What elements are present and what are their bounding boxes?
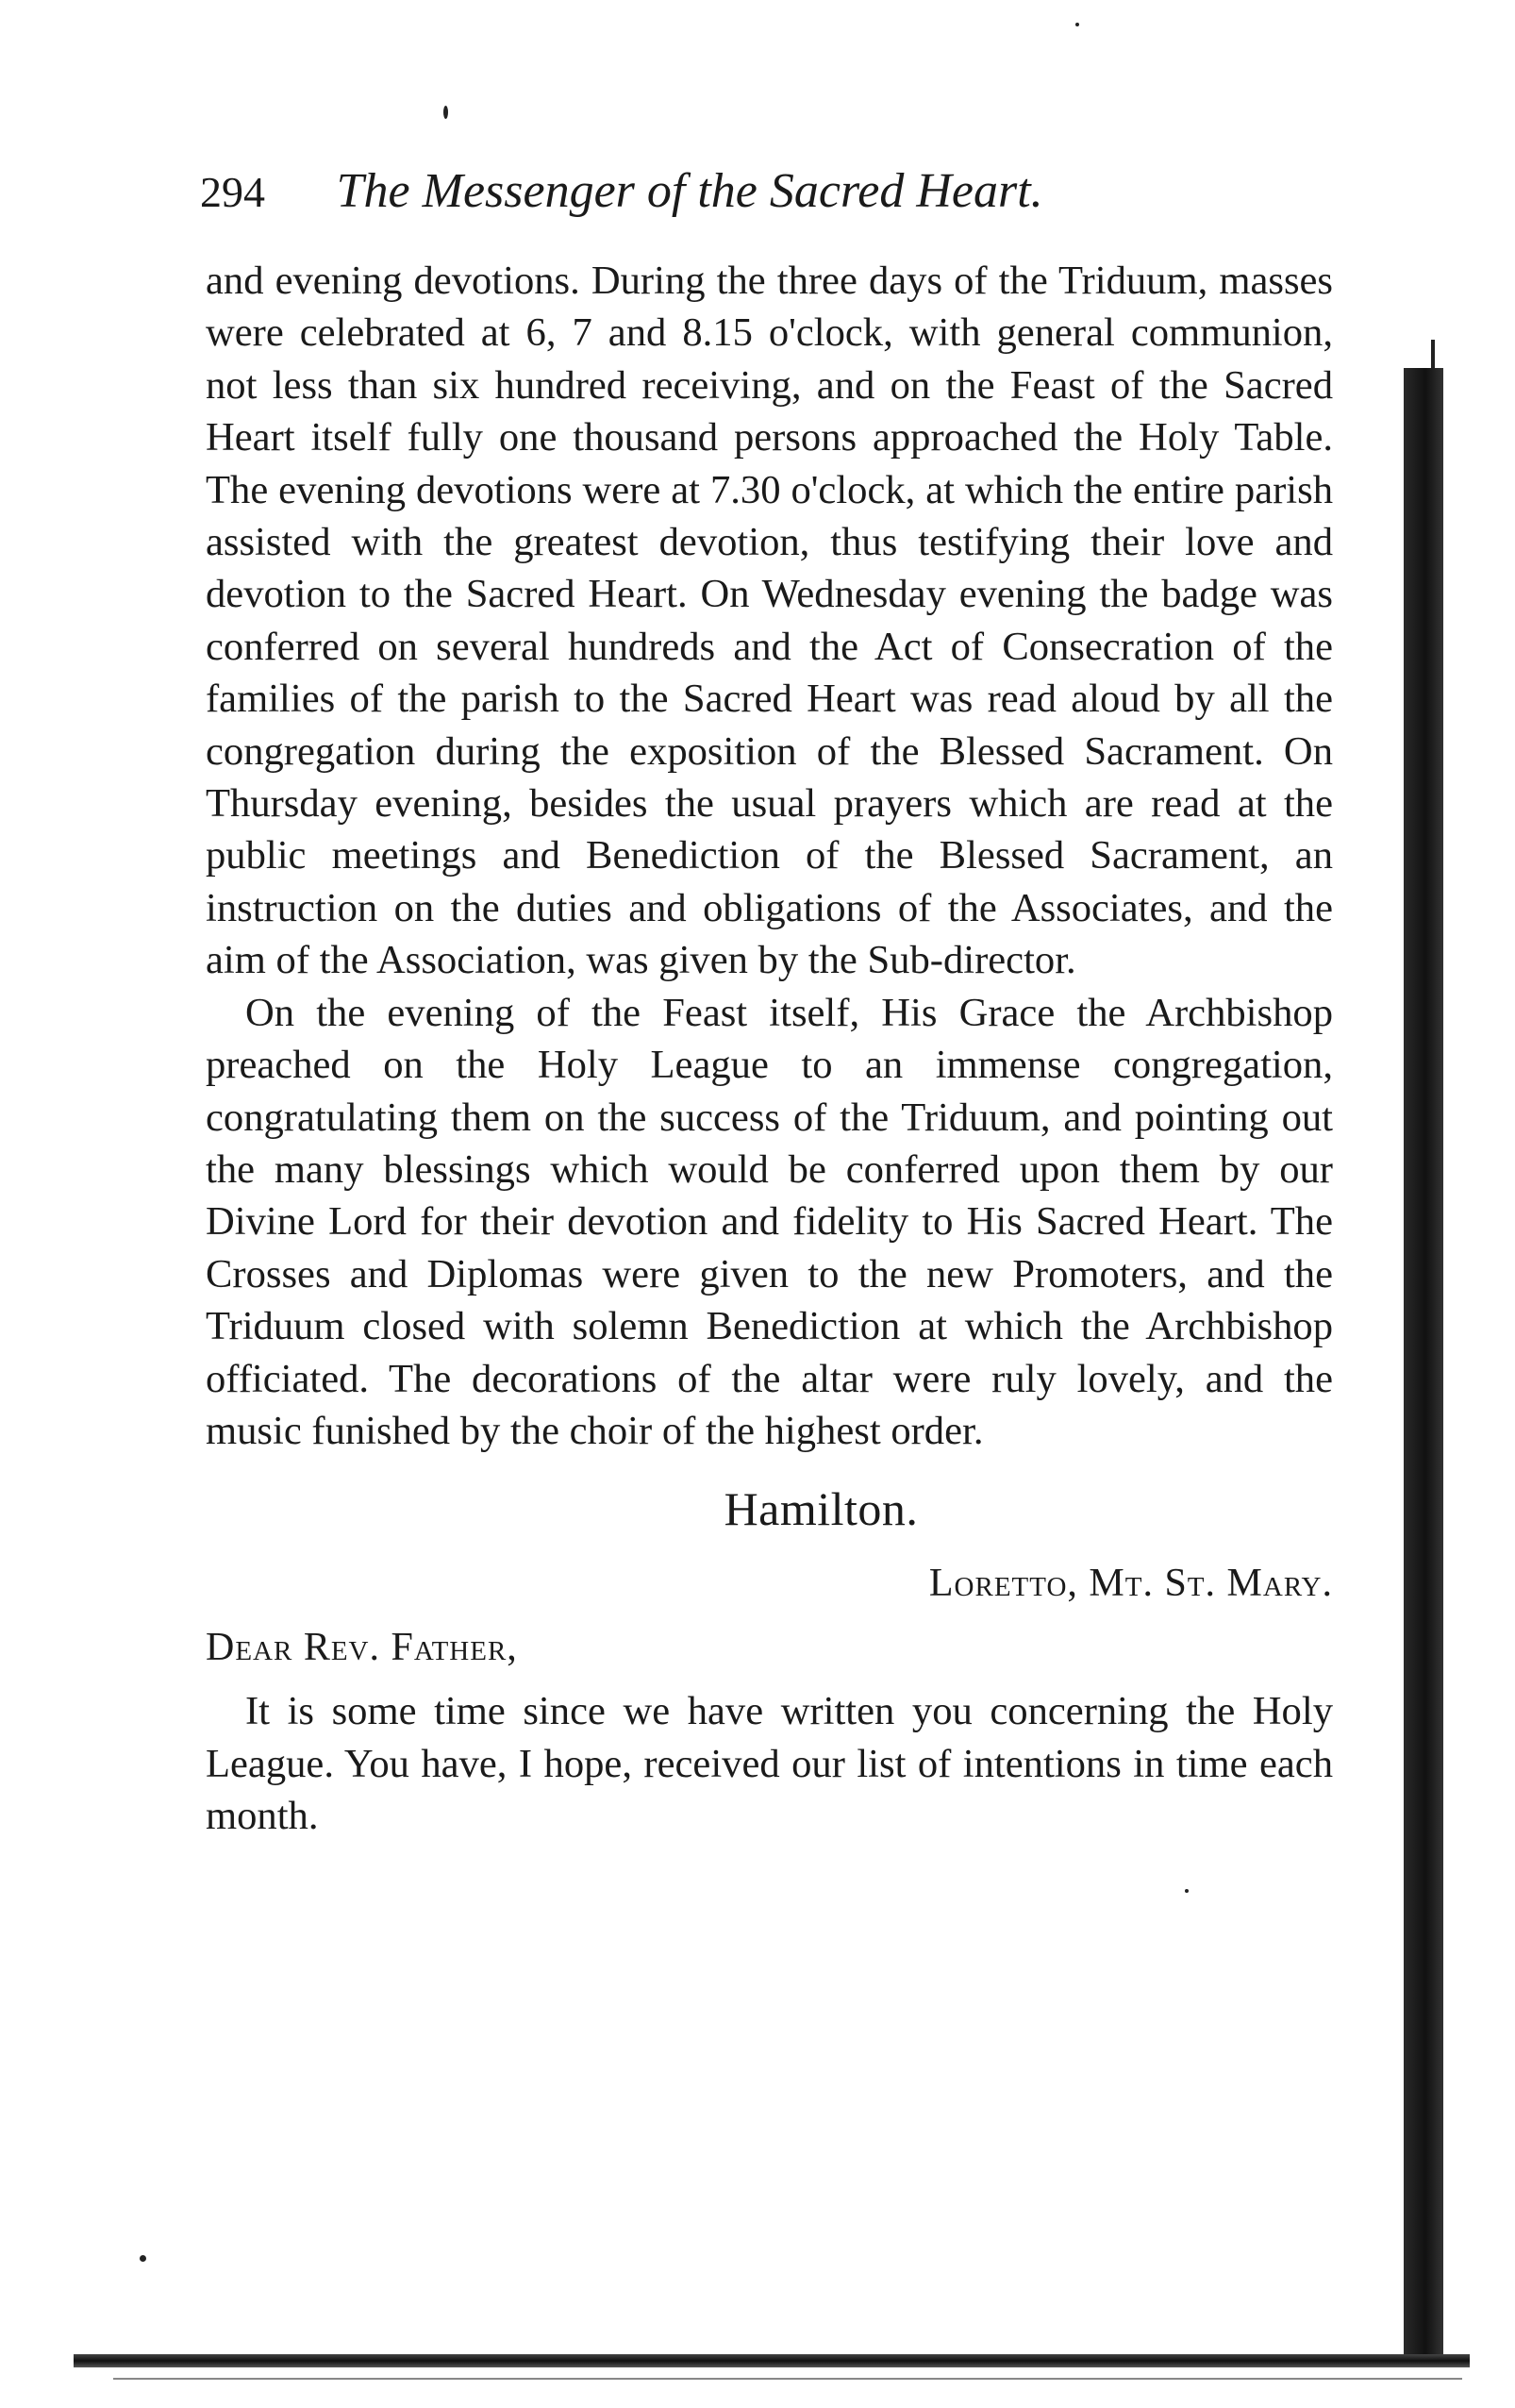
ink-speck bbox=[140, 2255, 146, 2262]
section-heading: Hamilton. bbox=[724, 1482, 919, 1536]
right-margin-rule bbox=[1404, 368, 1443, 2364]
page-header bbox=[200, 159, 1332, 225]
body-text bbox=[206, 255, 1333, 1843]
bottom-margin-rule bbox=[74, 2354, 1470, 2367]
letter-location: Loretto, Mt. St. Mary. bbox=[928, 1562, 1333, 1606]
running-title: The Messenger of the Sacred Heart. bbox=[336, 164, 1043, 218]
page-number: 294 bbox=[200, 168, 265, 216]
letter-salutation: Dear Rev. Father, bbox=[206, 1626, 518, 1670]
paragraph-triduum-devotions: and evening devotions. During the three days of the Triduum, masses were celebrated at 6, 7 and 8.15 o'clock, with general communion, not less than six hundred receiving, and on the Feast of the Sacred Heart itself fully one thousand persons approached the Holy Table. The evening devotions were at 7.30 o'clock, at which the entire parish assisted with the greatest devotion, thus testifying their love and devotion to the Sacred Heart. On Wednesday evening the badge was conferred on several hundreds and the Act of Consecration of the families of the parish to the Sacred Heart was read aloud by all the congregation during the exposition of the Blessed Sacrament. On Thursday evening, besides the usual prayers which are read at the public meetings and Benediction of the Blessed Sacrament, an instruction on the duties and obligations of the Associates, and the aim of the Association, was given by the Sub-director. bbox=[206, 259, 1333, 983]
bottom-margin-hairline bbox=[113, 2378, 1462, 2380]
ink-speck bbox=[1185, 1889, 1189, 1893]
ink-speck bbox=[1075, 23, 1079, 26]
ink-speck bbox=[443, 106, 448, 119]
paragraph-letter-body: It is some time since we have written you concerning the Holy League. You have, I hope, received our list of intentions in time each month. bbox=[206, 1689, 1333, 1839]
paragraph-feast-evening: On the evening of the Feast itself, His Grace the Archbishop preached on the Holy League to an immense congregation, congratulating them on the success of the Triduum, and pointing out the many blessings which would be conferred upon them by our Divine Lord for their devotion and fidelity to His Sacred Heart. The Crosses and Diplomas were given to the new Promoters, and the Triduum closed with solemn Benediction at which the Archbishop officiated. The decorations of the altar were ruly lovely, and the music funished by the choir of the highest order. bbox=[206, 990, 1333, 1453]
